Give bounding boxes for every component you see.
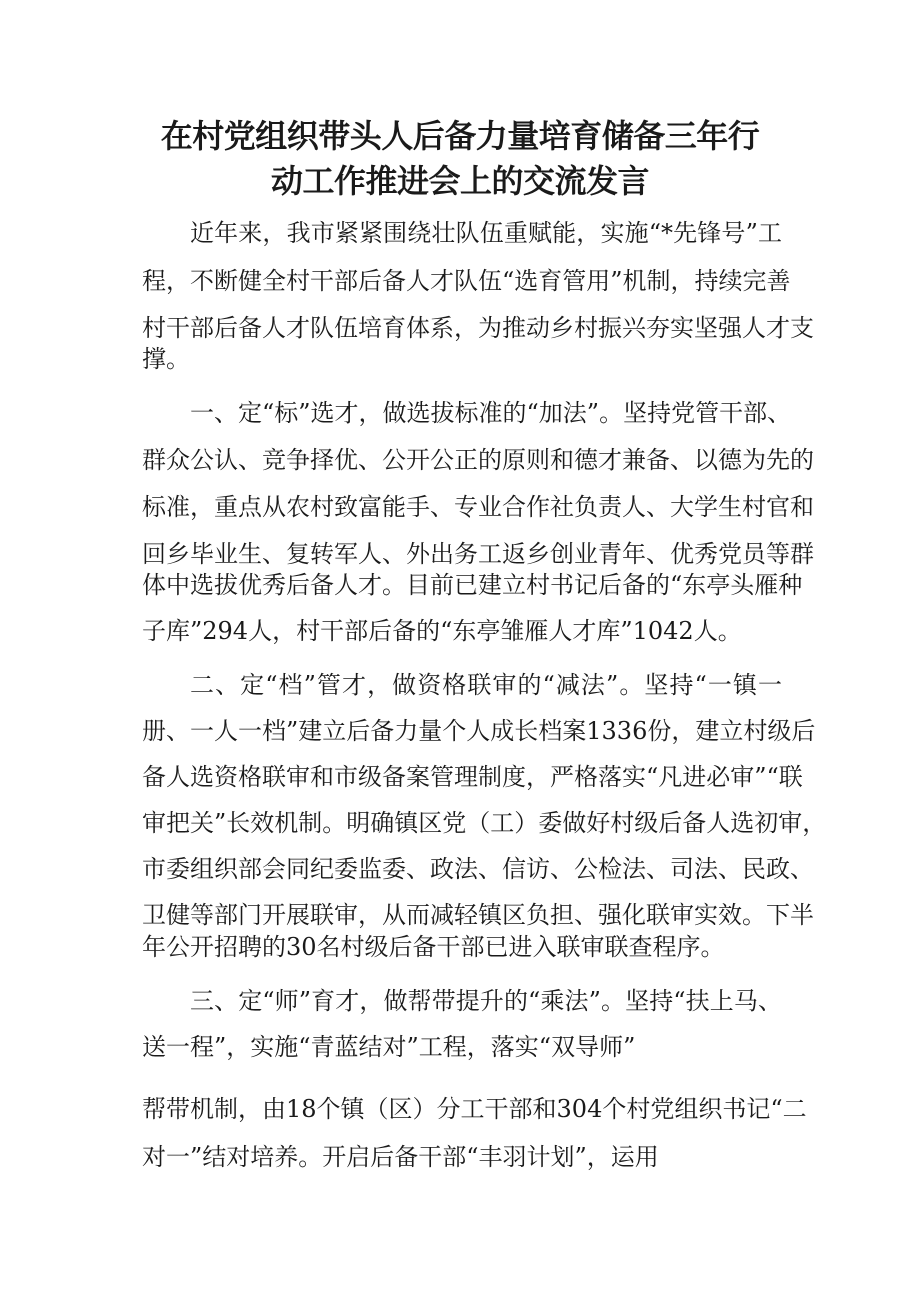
paragraph-line: 备人选资格联审和市级备案管理制度，严格落实“凡进必审”“联: [142, 763, 803, 791]
paragraph-line: 标准，重点从农村致富能手、专业合作社负责人、大学生村官和: [142, 493, 814, 521]
paragraph-line: 册、一人一档”建立后备力量个人成长档案1336份，建立村级后: [142, 717, 816, 745]
paragraph-line: 村干部后备人才队伍培育体系，为推动乡村振兴夯实坚强人才支: [142, 314, 814, 342]
paragraph-line: 子库”294人，村干部后备的“东亭雏雁人才库”1042人。: [142, 617, 742, 645]
document-title-line-1: 在村党组织带头人后备力量培育储备三年行: [160, 117, 760, 155]
paragraph-line: 年公开招聘的30名村级后备干部已进入联审联查程序。: [142, 933, 725, 961]
document-title-line-2: 动工作推进会上的交流发言: [270, 162, 649, 200]
paragraph-line: 审把关”长效机制。明确镇区党（工）委做好村级后备人选初审，: [142, 809, 827, 837]
paragraph-line: 近年来，我市紧紧围绕壮队伍重赋能，实施“*先锋号”工: [190, 219, 782, 247]
paragraph-line: 程，不断健全村干部后备人才队伍“选育管用”机制，持续完善: [142, 267, 791, 295]
paragraph-line: 二、定“档”管才，做资格联审的“减法”。坚持“一镇一: [190, 671, 782, 699]
paragraph-line: 回乡毕业生、复转军人、外出务工返乡创业青年、优秀党员等群: [142, 540, 814, 568]
paragraph-line: 市委组织部会同纪委监委、政法、信访、公检法、司法、民政、: [142, 855, 814, 883]
paragraph-line: 帮带机制，由18个镇（区）分工干部和304个村党组织书记“二: [142, 1095, 807, 1123]
paragraph-line: 一、定“标”选才，做选拔标准的“加法”。坚持党管干部、: [190, 399, 792, 427]
paragraph-line: 体中选拔优秀后备人才。目前已建立村书记后备的“东亭头雁种: [142, 571, 803, 599]
paragraph-line: 撑。: [142, 345, 190, 373]
paragraph-line: 卫健等部门开展联审，从而减轻镇区负担、强化联审实效。下半: [142, 901, 814, 929]
paragraph-line: 三、定“师”育才，做帮带提升的“乘法”。坚持“扶上马、: [190, 987, 782, 1015]
paragraph-line: 群众公认、竞争择优、公开公正的原则和德才兼备、以德为先的: [142, 446, 814, 474]
paragraph-line: 对一”结对培养。开启后备干部“丰羽计划”，运用: [142, 1143, 659, 1171]
paragraph-line: 送一程”，实施“青蓝结对”工程，落实“双导师”: [142, 1033, 636, 1061]
